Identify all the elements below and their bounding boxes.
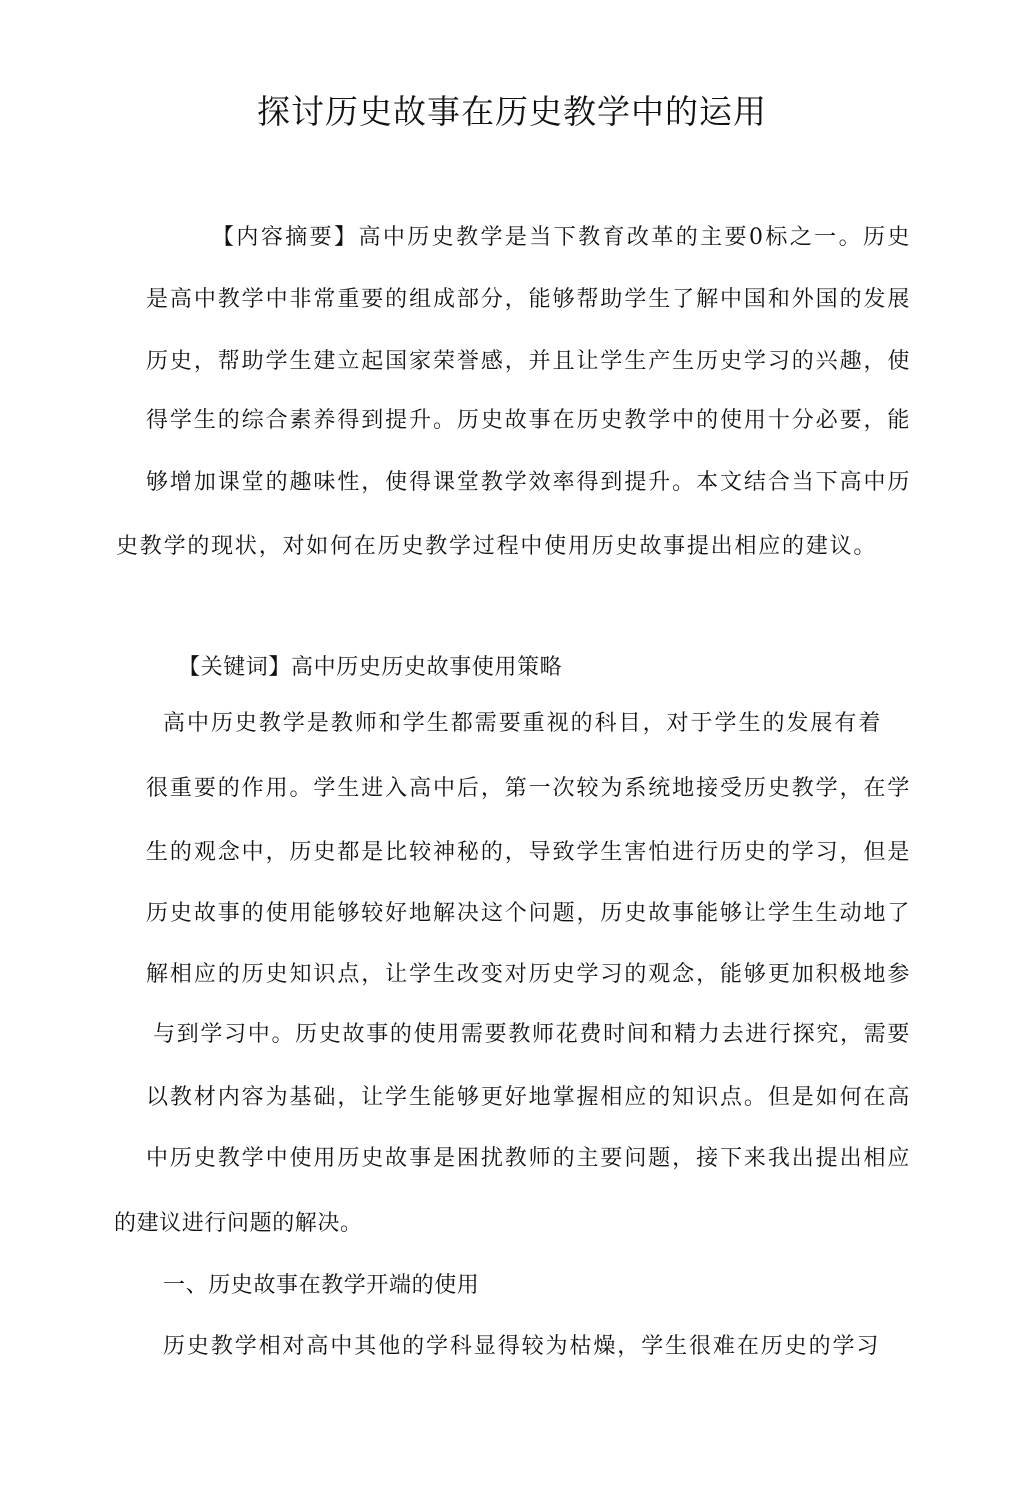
intro-line-1: 高中历史教学是教师和学生都需要重视的科目，对于学生的发展有着 [163, 711, 881, 736]
abstract-line-5: 够增加课堂的趣味性，使得课堂教学效率得到提升。本文结合当下高中历 [146, 470, 910, 495]
keywords-line: 【关键词】高中历史历史故事使用策略 [178, 655, 563, 680]
section-heading-1: 一、历史故事在教学开端的使用 [163, 1273, 480, 1298]
intro-line-5: 解相应的历史知识点，让学生改变对历史学习的观念，能够更加积极地参 [146, 962, 910, 987]
intro-line-2: 很重要的作用。学生进入高中后，第一次较为系统地接受历史教学，在学 [146, 776, 910, 801]
abstract-line-2: 是高中教学中非常重要的组成部分，能够帮助学生了解中国和外国的发展 [146, 287, 910, 312]
intro-line-8: 中历史教学中使用历史故事是困扰教师的主要问题，接下来我出提出相应 [146, 1146, 910, 1171]
abstract-line-3: 历史，帮助学生建立起国家荣誉感，并且让学生产生历史学习的兴趣，使 [146, 349, 910, 374]
intro-line-6: 与到学习中。历史故事的使用需要教师花费时间和精力去进行探究，需要 [153, 1022, 910, 1047]
abstract-line-1: 【内容摘要】高中历史教学是当下教育改革的主要0标之一。历史 [212, 225, 910, 250]
intro-line-4: 历史故事的使用能够较好地解决这个问题，历史故事能够让学生生动地了 [146, 901, 910, 926]
section1-line-1: 历史教学相对高中其他的学科显得较为枯燥，学生很难在历史的学习 [163, 1334, 879, 1359]
intro-line-3: 生的观念中，历史都是比较神秘的，导致学生害怕进行历史的学习，但是 [146, 840, 910, 865]
intro-line-7: 以教材内容为基础，让学生能够更好地掌握相应的知识点。但是如何在高 [146, 1085, 910, 1110]
document-title: 探讨历史故事在历史教学中的运用 [257, 92, 767, 131]
abstract-line-6: 史教学的现状，对如何在历史教学过程中使用历史故事提出相应的建议。 [116, 534, 876, 559]
intro-line-9: 的建议进行问题的解决。 [114, 1211, 363, 1236]
abstract-line-4: 得学生的综合素养得到提升。历史故事在历史教学中的使用十分必要，能 [146, 408, 910, 433]
